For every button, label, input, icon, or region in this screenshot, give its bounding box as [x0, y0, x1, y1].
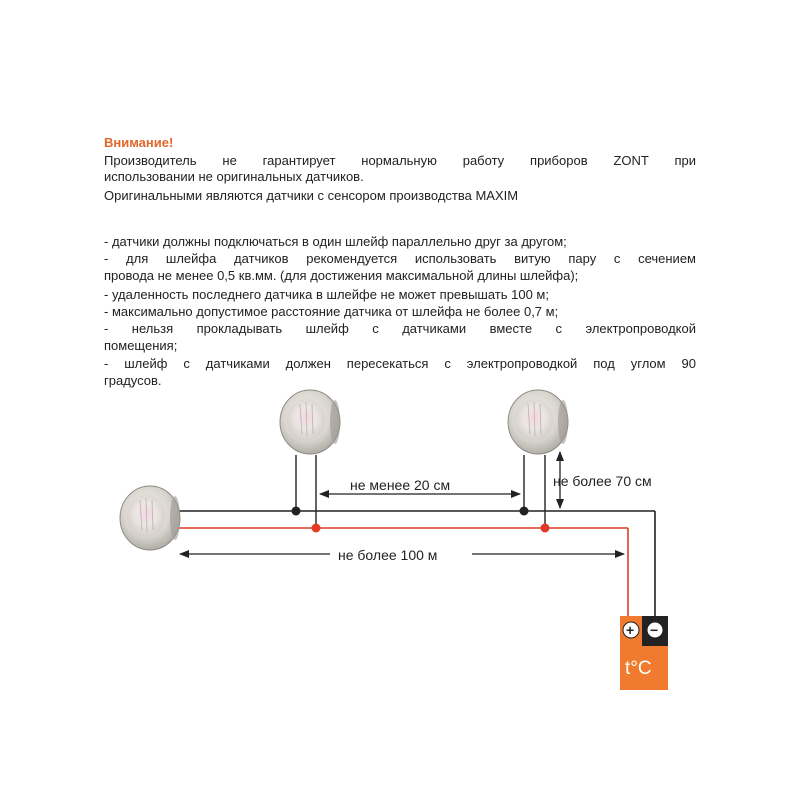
- minus-symbol: −: [650, 622, 659, 638]
- junction-dot: [312, 524, 321, 533]
- junction-dot: [292, 507, 301, 516]
- rule-2-line-b: провода не менее 0,5 кв.мм. (для достижения максимальной длины шлейфа);: [104, 268, 579, 283]
- rule-6-line-a: - шлейф с датчиками должен пересекаться с электропроводкой под углом 90: [104, 356, 696, 371]
- rule-3: - удаленность последнего датчика в шлейфе не может превышать 100 м;: [104, 287, 549, 302]
- notice-line-3: Оригинальными являются датчики с сенсором производства MAXIM: [104, 188, 519, 203]
- warning-title: Внимание!: [104, 135, 174, 150]
- junction-dot: [541, 524, 550, 533]
- notice-line-2: использовании не оригинальных датчиков.: [104, 169, 364, 184]
- rule-5-line-b: помещения;: [104, 338, 178, 353]
- rule-1: - датчики должны подключаться в один шлейф параллельно друг за другом;: [104, 234, 567, 249]
- rule-6-line-b: градусов.: [104, 373, 162, 388]
- plus-symbol: +: [626, 622, 635, 638]
- sensor-far: [508, 390, 568, 454]
- notice-line-1: Производитель не гарантирует нормальную работу приборов ZONT при: [104, 153, 696, 168]
- rule-2-line-a: - для шлейфа датчиков рекомендуется использовать витую пару с сечением: [104, 251, 696, 266]
- junction-dot: [520, 507, 529, 516]
- sensor-middle: [280, 390, 340, 454]
- rule-5-line-a: - нельзя прокладывать шлейф с датчиками вместе с электропроводкой: [104, 321, 696, 336]
- length-label: не более 100 м: [338, 547, 438, 563]
- rule-4: - максимально допустимое расстояние датчика от шлейфа не более 0,7 м;: [104, 304, 559, 319]
- controller-device: [620, 616, 668, 690]
- offset-label: не более 70 см: [553, 473, 652, 489]
- spacing-label: не менее 20 см: [350, 477, 451, 493]
- device-label: t°C: [625, 658, 652, 679]
- sensor-end: [120, 486, 180, 550]
